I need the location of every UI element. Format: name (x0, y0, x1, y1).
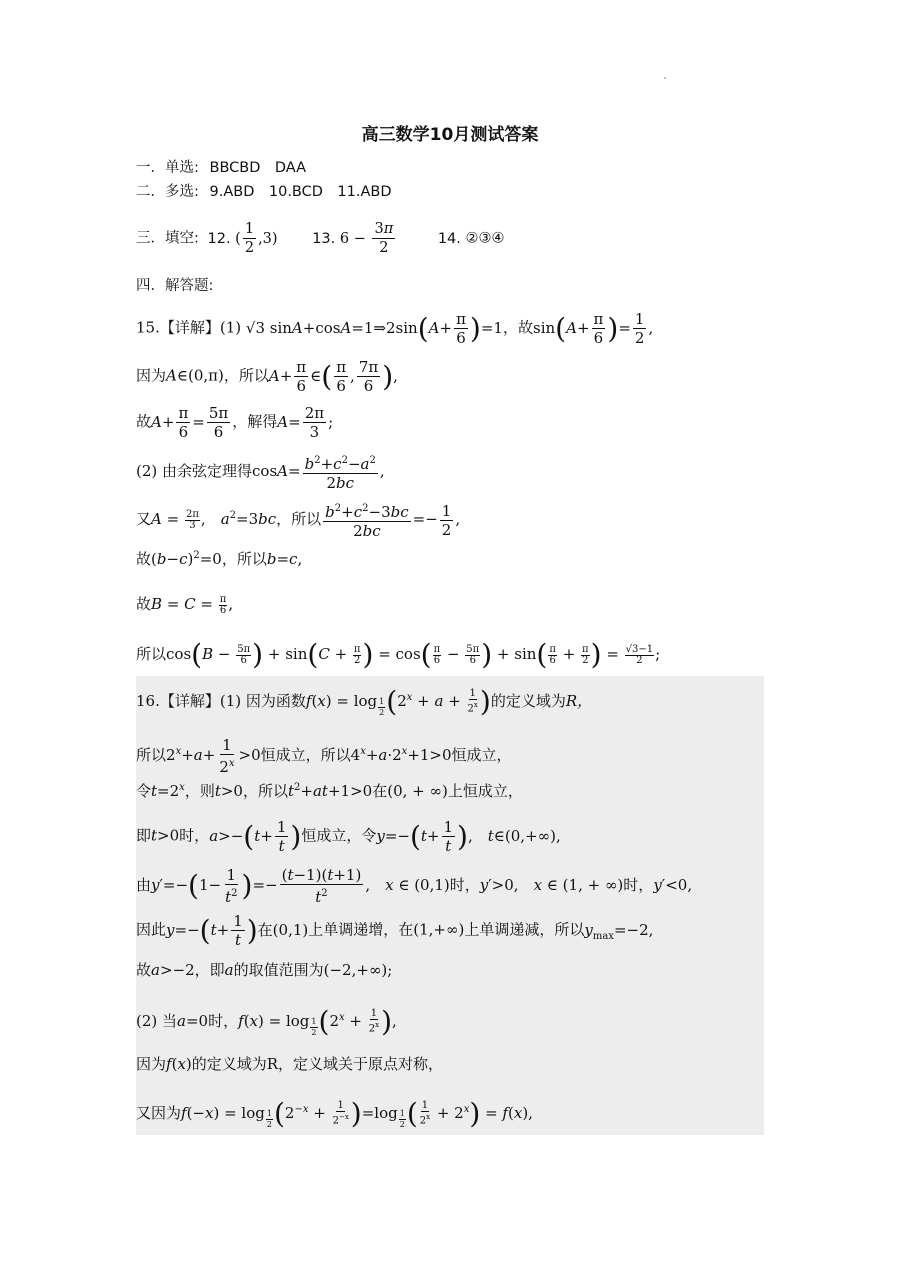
p16-text-increasing: 上单调递增，在 (308, 920, 414, 939)
page-title: 高三数学10月测试答案 (361, 125, 539, 145)
multi-choice-answers: 9.ABD 10.BCD 11.ABD (209, 184, 392, 200)
p16-text-ie-2: ，即 (194, 961, 225, 979)
p16-var-a: a (224, 961, 234, 979)
p15-text-thus: 故 (136, 412, 152, 431)
p16-text-then: ，则 (184, 782, 215, 800)
p16-text-let-2: 恒成立，令 (301, 826, 377, 845)
p15-head: 15.【详解】(1) (136, 318, 242, 337)
p16-text-ie: 即 (136, 826, 152, 845)
p15-line-4 (136, 452, 385, 492)
p16-text-hence: 因此 (136, 920, 167, 939)
p15-eq-8: A = $\frac{2\pi}{3}$ , $a^2=3bc$ (151, 508, 277, 531)
p16-eq-18: (−2,+∞); (323, 961, 393, 979)
p16-line-5 (136, 866, 692, 906)
single-choice-label: 一．单选: (136, 160, 199, 176)
scan-speck (664, 77, 666, 79)
p16-line-2 (136, 736, 512, 776)
p16-text-range: 的取值范围为 (233, 961, 324, 979)
single-choice-answers: BBCBD DAA (209, 160, 307, 176)
p16-line-9 (136, 1054, 443, 1074)
single-choice-line (136, 158, 306, 178)
p16-eq-15: (1,+∞) (413, 920, 465, 939)
p15-text-so-4: ，所以 (221, 550, 267, 568)
p16-line-6 (136, 912, 653, 949)
p15-line-6 (136, 546, 302, 569)
p15-eq-12: B = C = $\frac{\pi}{6}$ , (151, 593, 234, 616)
q14-answer: ②③④ (465, 230, 505, 247)
p16-eq-16: $y_{max}=-2$, (584, 920, 654, 942)
solutions-label: 四．解答题: (136, 278, 214, 294)
p16-text-symmetric: 的定义域为R，定义域关于原点对称， (191, 1055, 444, 1073)
multi-choice-label: 二．多选: (136, 184, 199, 200)
p16-eq-4: $t=2^x$ (151, 782, 185, 800)
p16-eq-17: a>−2 (151, 961, 195, 979)
p15-eq-3: A∈(0,π) (166, 366, 224, 385)
p16-text-so-2: ，所以 (242, 782, 288, 800)
p16-text-because: 因为 (136, 1055, 167, 1073)
p16-eq-21: f(x) (166, 1055, 192, 1073)
p15-eq-13: cos(B − $\frac{5\pi}{6}$ ) + sin(C + $\frac{\pi}{2}$ ) = cos( $\frac{\pi}{6}$ − $\frac{5\pi}{6}$ ) + sin( $\frac{\pi}{6}$ + $\frac{\pi}{2}$ ) = $\frac{√3-1}{2}$ ; (166, 638, 661, 671)
p16-line-10 (136, 1097, 533, 1130)
p15-text-solve: ，解得 (232, 412, 278, 431)
p16-text-always-2: 恒成立， (451, 746, 512, 764)
p16-head: 16.【详解】(1) 因为函数 (136, 692, 306, 710)
p16-line-3 (136, 778, 523, 801)
p16-text-when-3: 时， (623, 876, 654, 894)
q14-number: 14. (437, 230, 461, 247)
p16-eq-3: $4^x+a\cdot 2^x+1>0$ (350, 746, 452, 764)
p15-line-5 (136, 500, 460, 540)
p16-eq-10: y=−(t+ $\frac{1}{t}$ ), t∈(0,+∞), (376, 818, 561, 855)
p16-text-in: 在 (372, 782, 388, 800)
p16-text-decreasing: 上单调递减，所以 (464, 920, 585, 939)
p16-eq-6: $t^2+at+1>0$ (288, 782, 373, 800)
p15-eq-6: A= $\frac{2\pi}{3}$ ; (277, 404, 334, 441)
p15-text-thus-2: 故 (136, 550, 152, 568)
p15-text-therefore: 所以 (136, 645, 167, 663)
p16-text-when: 时， (179, 826, 210, 845)
p16-eq-7: (0, + ∞) (387, 782, 448, 800)
p16-text-so: 所以 (136, 746, 167, 764)
p16-eq-22: f(−x) = log $_{\frac{1}{2}}$ ($2^{-x}$ + $\frac{1}{2^{-x}}$ )=log $_{\frac{1}{2}}$ ( $\frac{1}{2^x}$ + $2^x) = f(x)$, (181, 1097, 533, 1130)
q12-answer: ( $\frac{1}{2}$ ,3) (235, 221, 278, 256)
p15-text-so: ，故 (502, 318, 533, 337)
p16-text-from: 由 (136, 876, 152, 894)
p16-line-7 (136, 960, 392, 980)
p16-eq-1: f(x) = log $_{\frac{1}{2}}$ ($2^x + a$ + $\frac{1}{2^x}$ ) (305, 685, 491, 718)
p15-text-so-3: ，所以 (276, 510, 322, 528)
p16-eq-9: a>−(t+ $\frac{1}{t}$ ) (209, 818, 302, 855)
p16-text-thus: 故 (136, 961, 152, 979)
p15-eq-11: b=c, (266, 550, 303, 568)
p16-eq-8: t>0 (151, 826, 180, 845)
q13-number: 13. (312, 230, 336, 247)
p16-eq-14: y=−(t+ $\frac{1}{t}$ )在(0,1) (166, 912, 309, 949)
p16-eq-19: a=0 (177, 1012, 209, 1030)
p15-text-thus-3: 故 (136, 595, 152, 613)
p15-eq-2: sin(A+ $\frac{\pi}{6}$ )= $\frac{1}{2}$ , (533, 310, 654, 347)
fill-blank-label: 三．填空: (136, 230, 199, 247)
p15-eq-9: $\frac{b^2+c^2-3bc}{2bc}$ =− $\frac{1}{2}$ , (325, 501, 461, 540)
p16-text-when-a0: (2) 当 (136, 1012, 178, 1030)
p15-line-2 (136, 358, 398, 395)
p15-eq-4: A+ $\frac{\pi}{6}$ ∈( $\frac{\pi}{6}$ , $\frac{7\pi}{6}$ ), (268, 358, 398, 395)
p15-line-8 (136, 638, 661, 671)
p15-line-7 (136, 594, 233, 616)
p16-text-when-2: 时， (449, 876, 480, 894)
p16-eq-11: y′=−(1− $\frac{1}{t^2}$ )=− $\frac{(t-1)(t+1)}{t^2}$ , x ∈ (0,1) (151, 866, 450, 906)
p15-eq-7: cosA= $\frac{b^2+c^2-a^2}{2bc}$ , (252, 462, 385, 480)
p15-eq-10: $(b-c)^2=0$ (151, 550, 222, 568)
p16-eq-2: $2^x+a+$ $\frac{1}{2^x}$ >0 (166, 736, 261, 776)
p16-line-4 (136, 818, 561, 855)
p16-line-8 (136, 1005, 397, 1038)
q12-number: 12. (207, 230, 231, 247)
multi-choice-line (136, 182, 392, 202)
fill-blank-line (136, 220, 505, 257)
p15-line-1 (136, 310, 653, 347)
p16-text-always: 恒成立，所以 (260, 746, 351, 764)
p16-text-domain: 的定义域为 (490, 692, 566, 710)
p15-line-3 (136, 404, 333, 441)
p15-eq-1: √3 sinA+cosA=1⇒2sin(A+ $\frac{\pi}{6}$ )=1 (245, 310, 503, 347)
p16-line-1 (136, 685, 593, 718)
p16-text-when-4: 时， (208, 1012, 239, 1030)
p16-text-R: R， (565, 692, 593, 710)
p16-eq-12: y′>0, x ∈ (1, + ∞) (479, 876, 624, 894)
p16-text-let: 令 (136, 782, 152, 800)
p16-text-holds: 上恒成立， (447, 782, 523, 800)
p15-text-also: 又 (136, 510, 152, 528)
p16-eq-20: f(x) = log $_{\frac{1}{2}}$ ($2^x$ + $\frac{1}{2^x}$ ), (238, 1005, 397, 1038)
p16-text-also: 又因为 (136, 1104, 182, 1122)
p16-eq-13: y′<0, (653, 876, 693, 894)
p15-eq-5: A+ $\frac{\pi}{6}$ = $\frac{5\pi}{6}$ (151, 404, 229, 441)
p15-text-because: 因为 (136, 366, 167, 385)
p15-text-so-2: ，所以 (223, 366, 269, 385)
p16-eq-5: t>0 (214, 782, 243, 800)
p15-text-cosine-law: (2) 由余弦定理得 (136, 462, 253, 480)
q13-answer: 6 − $\frac{3\pi}{2}$ (339, 221, 394, 256)
